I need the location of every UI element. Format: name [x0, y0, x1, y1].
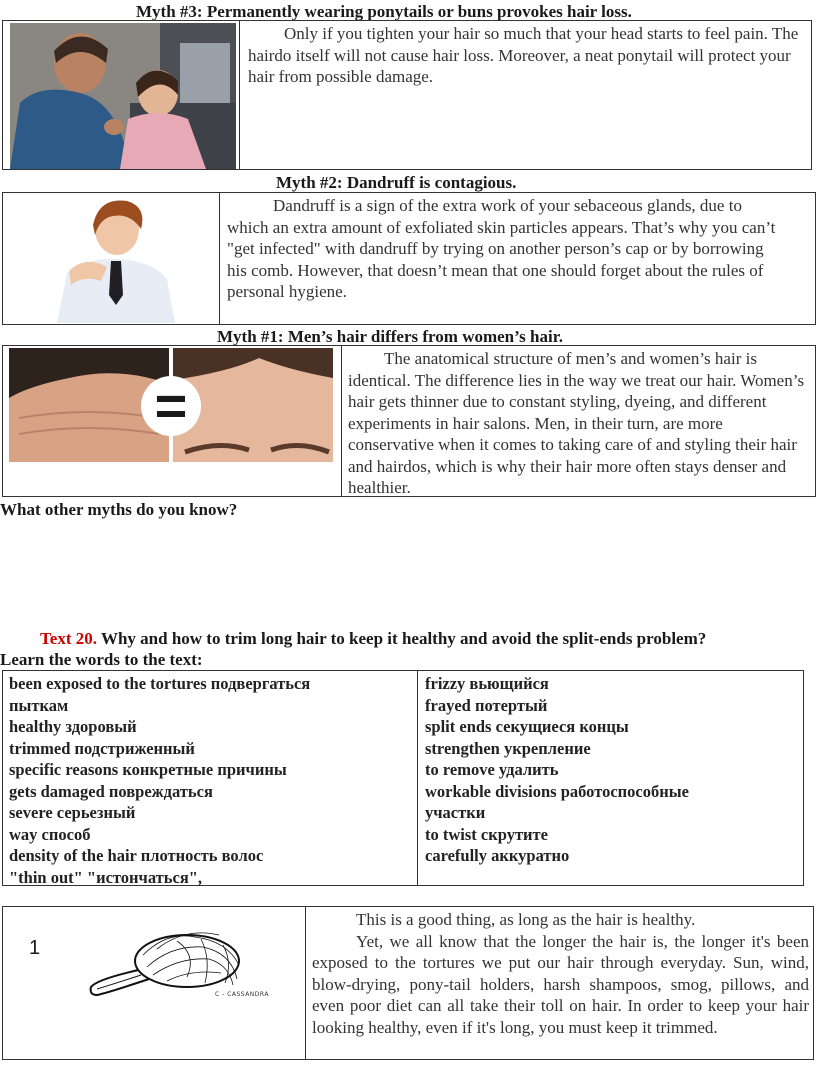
vocab-item: severe серьезный: [9, 803, 136, 822]
vocab-item: участки: [425, 803, 486, 822]
myth3-text-content: Only if you tighten your hair so much that your head starts to feel pain. The hairdo itself will not cause hair loss. Moreover, a neat ponytail will protect your hair from possible damage.: [248, 24, 799, 86]
myth2-divider: [219, 193, 220, 324]
equals-sign: =: [154, 374, 188, 437]
vocab-item: healthy здоровый: [9, 717, 137, 736]
vocab-item: to twist скрутите: [425, 824, 548, 844]
vocab-item: way способ: [9, 824, 91, 844]
myth3-title: Myth #3: Permanently wearing ponytails or buns provokes hair loss.: [136, 2, 632, 21]
vocab-item: trimmed подстриженный: [9, 738, 195, 758]
father-daughter-photo: [10, 23, 236, 169]
vocab-item: density of the hair плотность волос: [9, 846, 264, 865]
vocab-item: strengthen укрепление: [425, 738, 591, 758]
myth3-text: [248, 23, 808, 88]
myth2-text-content: Dandruff is a sign of the extra work of your sebaceous glands, due to which an extra amount of exfoliated skin particles appears. That’s why you can’t "get infected" with dandruff by trying on another person’s cap or by borrowing his comb. However, that doesn’t mean that one should forget about the rules of personal hygiene.: [227, 196, 776, 301]
myth1-divider: [341, 346, 342, 496]
myth3-box: [2, 20, 812, 170]
section-number: 1: [29, 937, 41, 959]
vocab-item: frayed потертый: [425, 695, 548, 715]
vocab-right-column: [425, 673, 801, 867]
myth2-text: [227, 195, 783, 303]
myth1-box: [2, 345, 816, 497]
myth3-divider: [239, 21, 240, 169]
man-dandruff-photo: [49, 195, 179, 323]
text20-heading: [40, 629, 706, 649]
myth1-text-content: The anatomical structure of men’s and women’s hair is identical. The difference lies in the way we treat our hair. Women’s hair gets thinner due to constant styling, dyeing, and different experiments in hair salons. Men, in their turn, are more conservative when it comes to taking care of and styling their hair and hairdos, which is why their hair more often stays denser and healthier.: [348, 349, 805, 497]
myth1-title: Myth #1: Men’s hair differs from women’s hair.: [217, 327, 563, 346]
vocab-item: carefully аккуратно: [425, 846, 570, 865]
forehead-comparison-photo: [9, 348, 333, 462]
vocab-item: gets damaged повреждаться: [9, 781, 213, 801]
myth2-title: Myth #2: Dandruff is contagious.: [276, 173, 517, 192]
myth1-text: [348, 348, 808, 499]
text20-label: Text 20.: [40, 629, 97, 648]
vocab-item: specific reasons конкретные причины: [9, 760, 287, 779]
hairbrush-illustration: [87, 925, 277, 1005]
vocab-item: been exposed to the tortures подвергаться: [9, 674, 311, 693]
vocab-item: пыткам: [9, 695, 69, 715]
vocab-item: "thin out" "истончаться",: [9, 867, 203, 887]
vocab-left-column: [9, 673, 413, 888]
vocabulary-table: [2, 670, 804, 886]
section1-paragraph-1: This is a good thing, as long as the hair is healthy.: [356, 910, 696, 929]
vocab-item: frizzy вьющийся: [425, 674, 549, 693]
vocab-item: to remove удалить: [425, 760, 559, 779]
vocab-item: split ends секущиеся концы: [425, 717, 629, 736]
other-myths-question: What other myths do you know?: [0, 500, 238, 519]
section1-text: [312, 909, 809, 1038]
section1-paragraph-2: Yet, we all know that the longer the hair is, the longer it's been exposed to the tortures we put our hair through everyday. Sun, wind, blow-drying, pony-tail holders, harsh shampoos, smog, pillows, and even poor diet can all take their toll on hair. In order to keep your hair looking healthy, even if it's long, you must keep it trimmed.: [312, 931, 809, 1037]
vocab-divider: [417, 671, 418, 885]
section1-box: [2, 906, 814, 1060]
text20-title: Why and how to trim long hair to keep it healthy and avoid the split-ends problem?: [100, 629, 707, 648]
section1-divider: [305, 907, 306, 1059]
artist-signature: C - CASSANDRA: [215, 991, 269, 998]
learn-words-heading: Learn the words to the text:: [0, 650, 203, 669]
myth2-box: [2, 192, 816, 325]
vocab-item: workable divisions работоспособные: [425, 781, 689, 801]
